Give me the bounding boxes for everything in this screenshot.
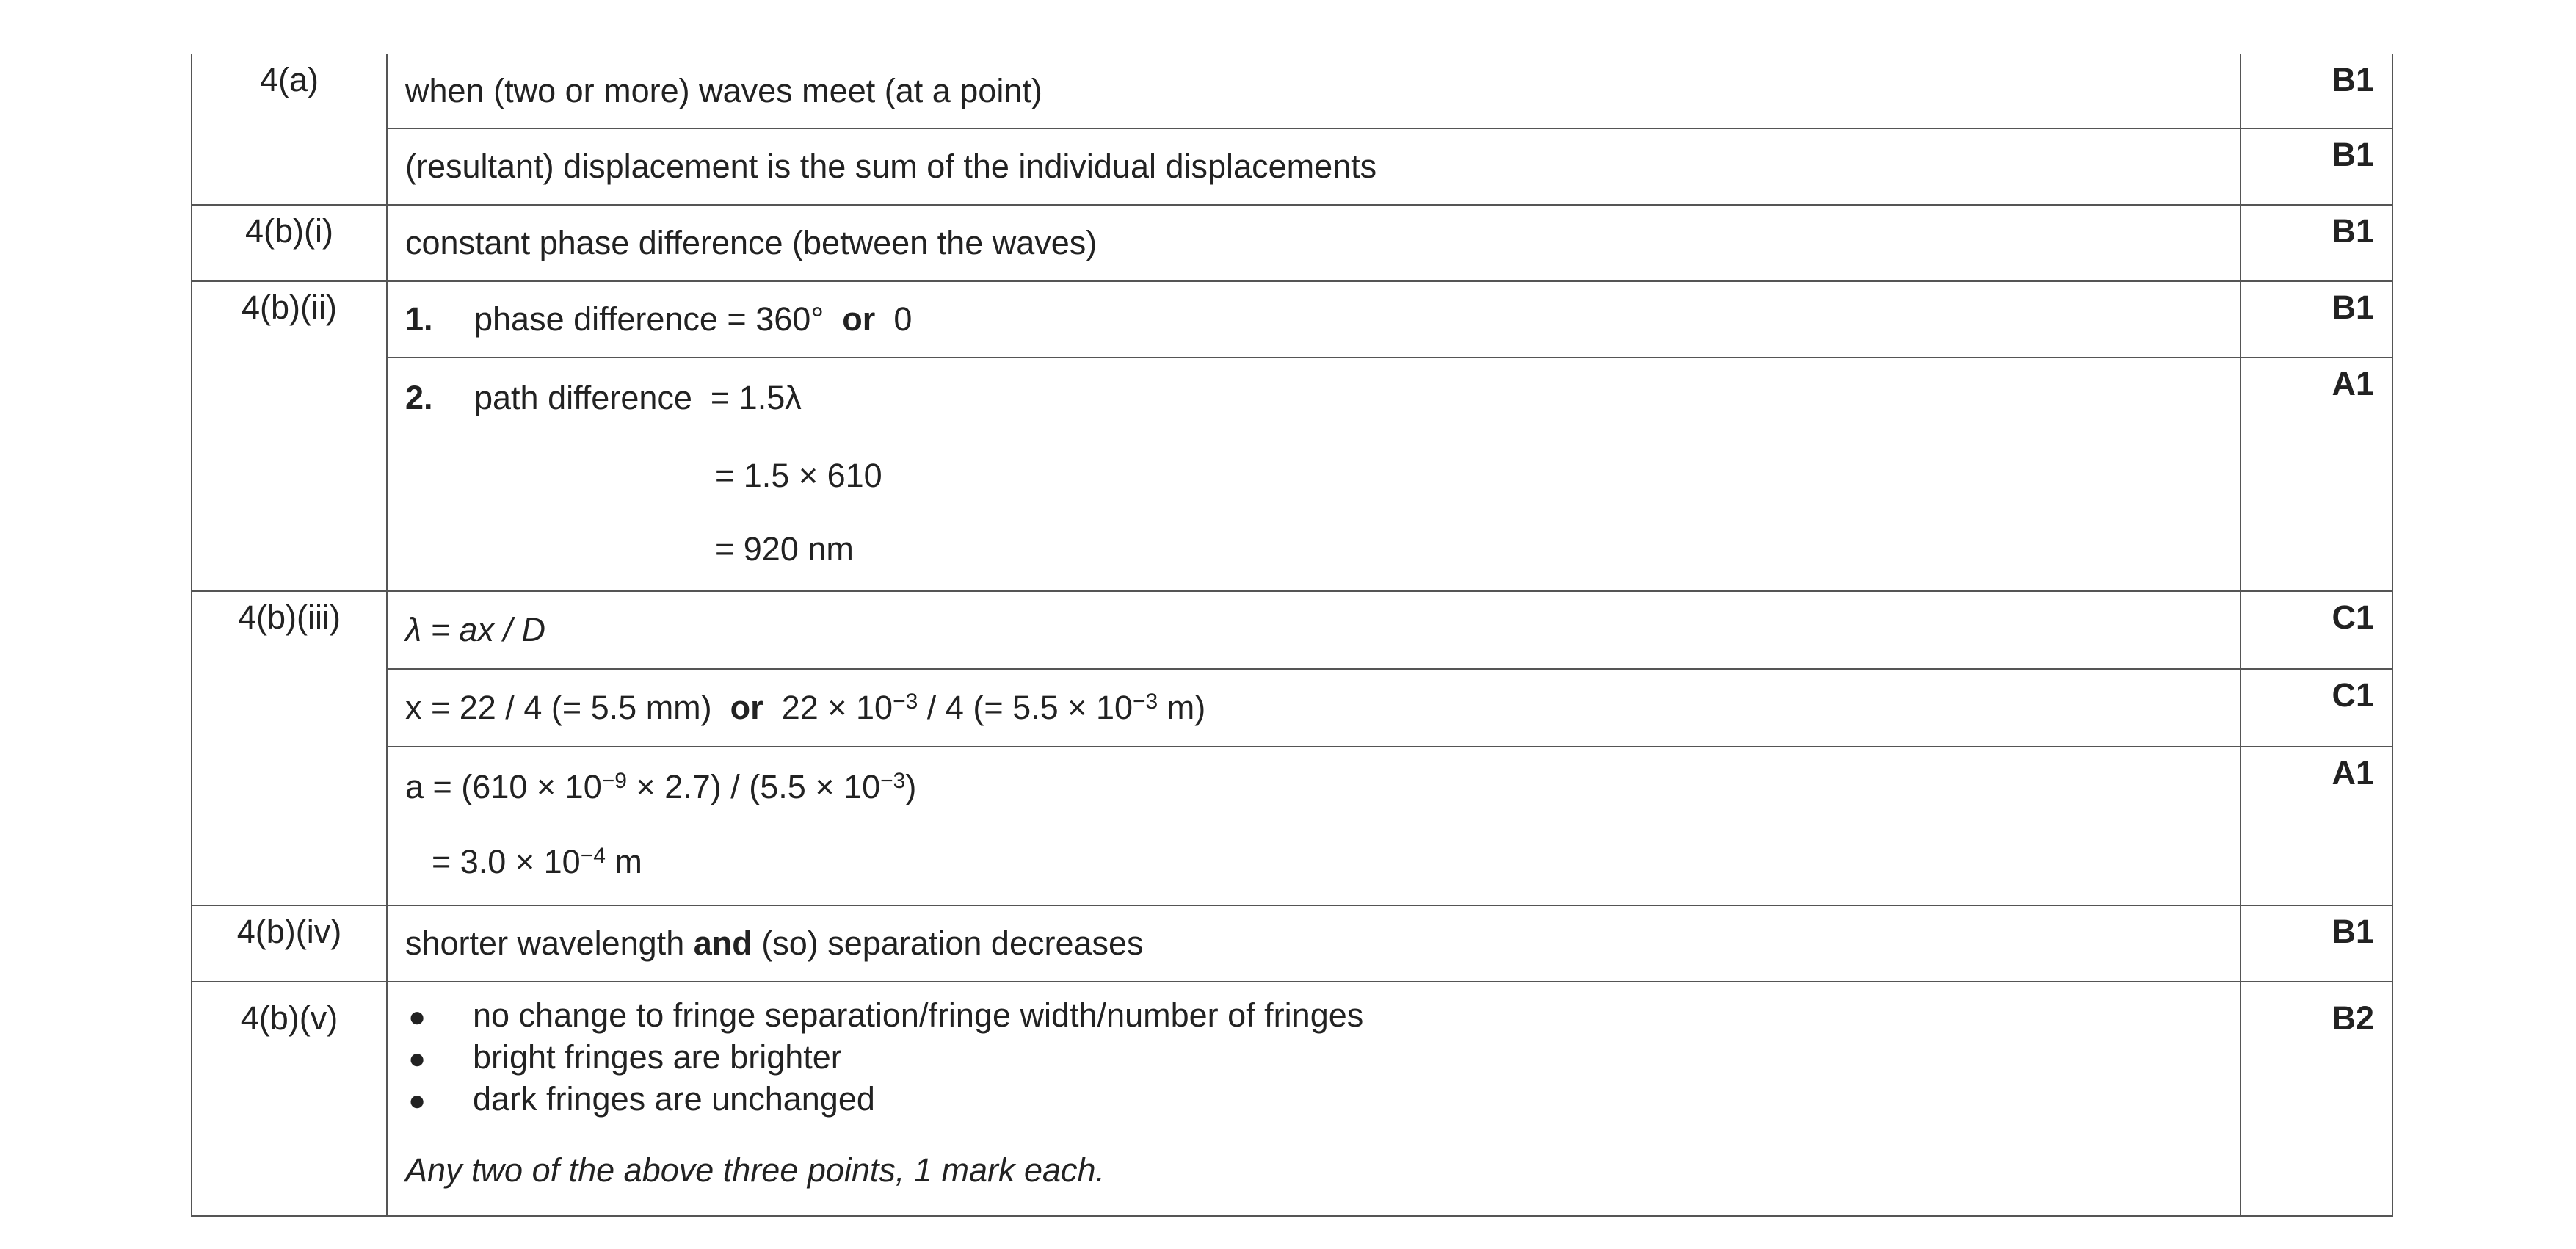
bullet-icon: ● <box>408 1001 427 1033</box>
bullet-icon: ● <box>408 1043 427 1075</box>
answer-text: when (two or more) waves meet (at a point) <box>405 72 1042 109</box>
list-item: ● no change to fringe separation/fringe width/number of fringes <box>405 994 2222 1036</box>
mark-cell: B1 <box>2241 205 2392 281</box>
answer-text: x = 22 / 4 (= 5.5 mm) or $22 \times 10^{-3} / 4$ (= $5.5 \times 10^{-3}$ m) <box>405 689 1206 726</box>
question-number: 4(b)(i) <box>192 205 387 281</box>
answer-text <box>405 282 2222 357</box>
bullet-icon: ● <box>408 1085 427 1117</box>
table-row <box>192 205 2392 281</box>
or-connector: or <box>730 689 763 726</box>
answer-cell <box>387 358 2241 591</box>
answer-cell <box>387 54 2241 128</box>
answer-text: constant phase difference (between the waves) <box>405 224 1097 261</box>
table-row <box>192 591 2392 669</box>
answer-phrase: phase difference = 360° <box>474 300 824 338</box>
equation-line: = 920 nm <box>715 530 854 568</box>
list-item: ● dark fringes are unchanged <box>405 1078 2222 1120</box>
sub-part-number: 2. <box>405 379 433 416</box>
table-row <box>192 905 2392 982</box>
table-row <box>192 128 2392 205</box>
answer-cell <box>387 128 2241 205</box>
answer-text <box>405 358 2222 438</box>
equation-line: $a = (610 \times 10^{-9} \times 2.7) / (5.5 \times 10^{-3})$ <box>405 768 917 805</box>
mark-cell: B1 <box>2241 54 2392 128</box>
table-row <box>192 54 2392 128</box>
mark-cell: A1 <box>2241 747 2392 905</box>
mark-cell: C1 <box>2241 591 2392 669</box>
sub-part-number: 1. <box>405 300 433 338</box>
question-number: 4(b)(v) <box>192 982 387 1216</box>
table-row <box>192 669 2392 747</box>
answer-text: λ = ax / D <box>405 611 545 648</box>
bullet-list <box>405 982 2222 1120</box>
table-row <box>192 982 2392 1216</box>
question-number: 4(a) <box>192 54 387 205</box>
mark-cell: A1 <box>2241 358 2392 591</box>
mark-cell: B2 <box>2241 982 2392 1216</box>
answer-cell <box>387 205 2241 281</box>
question-number: 4(b)(ii) <box>192 281 387 591</box>
question-number: 4(b)(iii) <box>192 591 387 905</box>
table-row <box>192 358 2392 591</box>
table-row <box>192 747 2392 905</box>
mark-cell: B1 <box>2241 128 2392 205</box>
table-row <box>192 281 2392 358</box>
marking-note: Any two of the above three points, 1 mark each. <box>405 1151 1106 1189</box>
question-number: 4(b)(iv) <box>192 905 387 982</box>
mark-scheme-table <box>191 54 2393 1217</box>
answer-cell <box>387 281 2241 358</box>
answer-text: (resultant) displacement is the sum of the individual displacements <box>405 148 1377 185</box>
answer-cell <box>387 747 2241 905</box>
answer-cell <box>387 905 2241 982</box>
mark-cell: B1 <box>2241 905 2392 982</box>
answer-cell <box>387 669 2241 747</box>
equation-line: = $3.0 \times 10^{-4}$ m <box>432 843 642 880</box>
answer-phrase: 0 <box>893 300 913 338</box>
mark-cell: C1 <box>2241 669 2392 747</box>
answer-cell <box>387 982 2241 1216</box>
list-item: ● bright fringes are brighter <box>405 1036 2222 1078</box>
mark-cell: B1 <box>2241 281 2392 358</box>
equation-line: path difference = 1.5λ <box>474 379 802 416</box>
equation-line: = 1.5 × 610 <box>715 457 882 494</box>
answer-cell <box>387 591 2241 669</box>
and-connector: and <box>693 924 752 962</box>
answer-text: shorter wavelength and (so) separation decreases <box>405 924 1144 962</box>
or-connector: or <box>842 300 876 338</box>
